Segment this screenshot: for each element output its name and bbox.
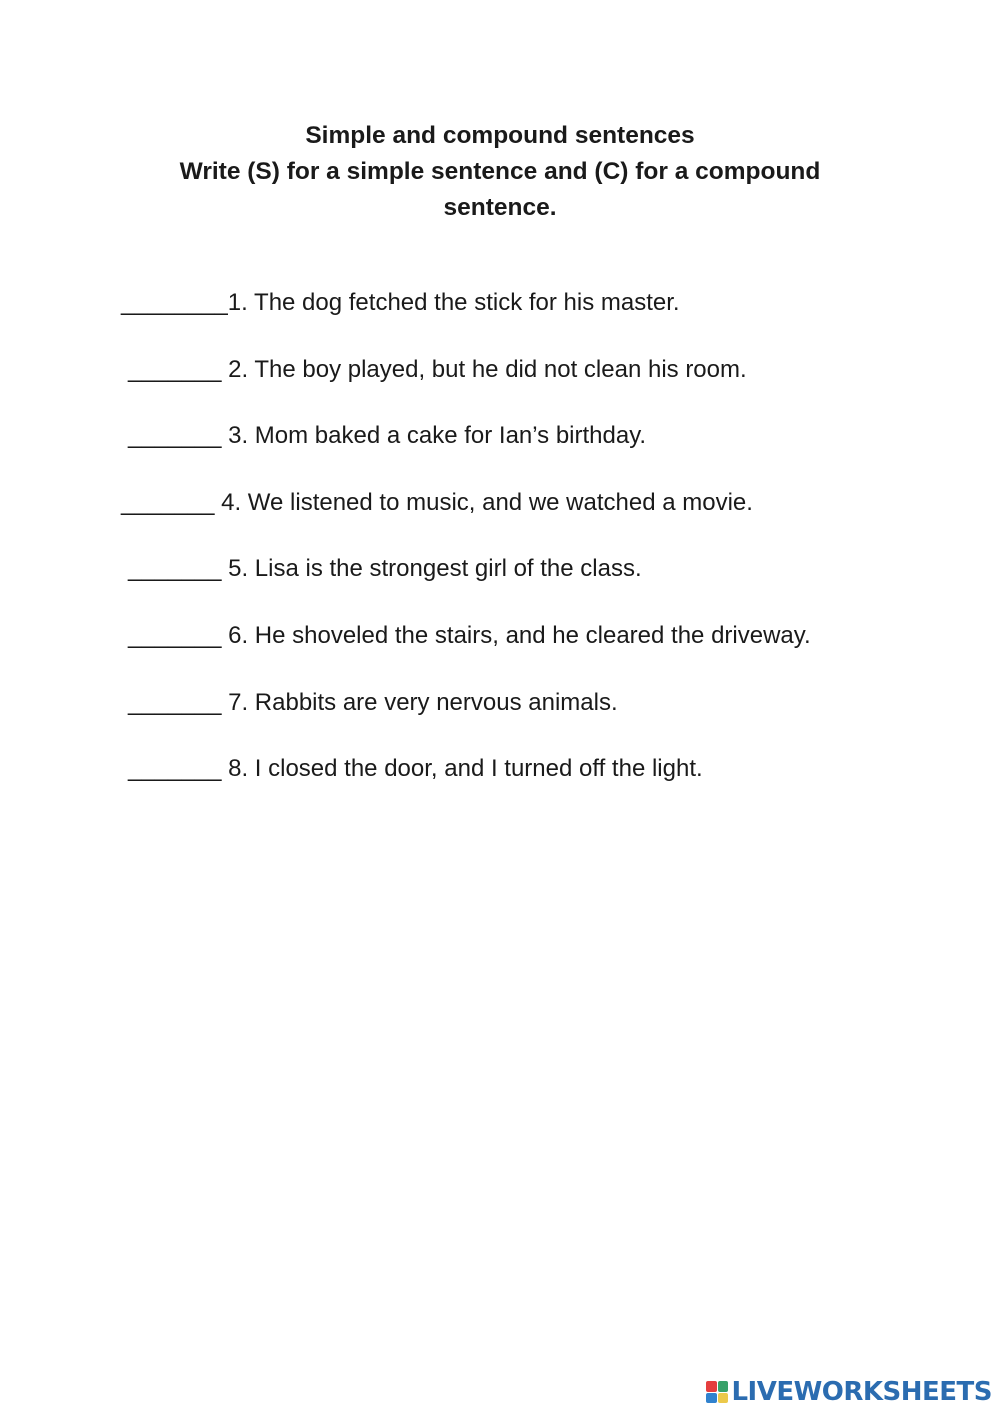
list-item: [128, 688, 618, 718]
answer-blank[interactable]: _______: [121, 489, 215, 516]
answer-blank[interactable]: _______: [128, 755, 222, 782]
sentence-text: 4. We listened to music, and we watched a movie.: [214, 489, 753, 516]
instruction-line-1: Write (S) for a simple sentence and (C) for a compound: [179, 158, 821, 185]
worksheet-header: [0, 118, 1000, 226]
liveworksheets-logo: [706, 1377, 992, 1407]
answer-blank[interactable]: _______: [128, 422, 222, 449]
sentence-text: 3. Mom baked a cake for Ian’s birthday.: [221, 422, 647, 449]
sentence-text: 6. He shoveled the stairs, and he cleared the driveway.: [221, 622, 811, 649]
list-item: [121, 288, 680, 318]
worksheet-title: Simple and compound sentences: [305, 122, 695, 149]
answer-blank[interactable]: _______: [128, 689, 222, 716]
answer-blank[interactable]: _______: [128, 555, 222, 582]
list-item: [128, 421, 646, 451]
list-item: [128, 355, 747, 385]
sentence-text: 1. The dog fetched the stick for his master.: [227, 289, 680, 316]
logo-tile-yellow: [718, 1393, 729, 1404]
brand-name: LIVEWORKSHEETS: [731, 1377, 992, 1407]
list-item: [128, 754, 703, 784]
answer-blank[interactable]: _______: [128, 622, 222, 649]
instruction-line-2: sentence.: [443, 194, 557, 221]
logo-tile-blue: [706, 1393, 717, 1404]
logo-tile-red: [706, 1381, 717, 1392]
list-item: [121, 488, 753, 518]
answer-blank[interactable]: _______: [128, 356, 222, 383]
list-item: [128, 554, 642, 584]
sentence-text: 7. Rabbits are very nervous animals.: [221, 689, 618, 716]
sentence-text: 8. I closed the door, and I turned off the light.: [221, 755, 703, 782]
sentence-text: 5. Lisa is the strongest girl of the class.: [221, 555, 642, 582]
liveworksheets-logo-icon: [706, 1381, 728, 1403]
list-item: [128, 621, 811, 651]
logo-tile-green: [718, 1381, 729, 1392]
answer-blank[interactable]: ________: [121, 289, 228, 316]
sentence-text: 2. The boy played, but he did not clean his room.: [221, 356, 747, 383]
